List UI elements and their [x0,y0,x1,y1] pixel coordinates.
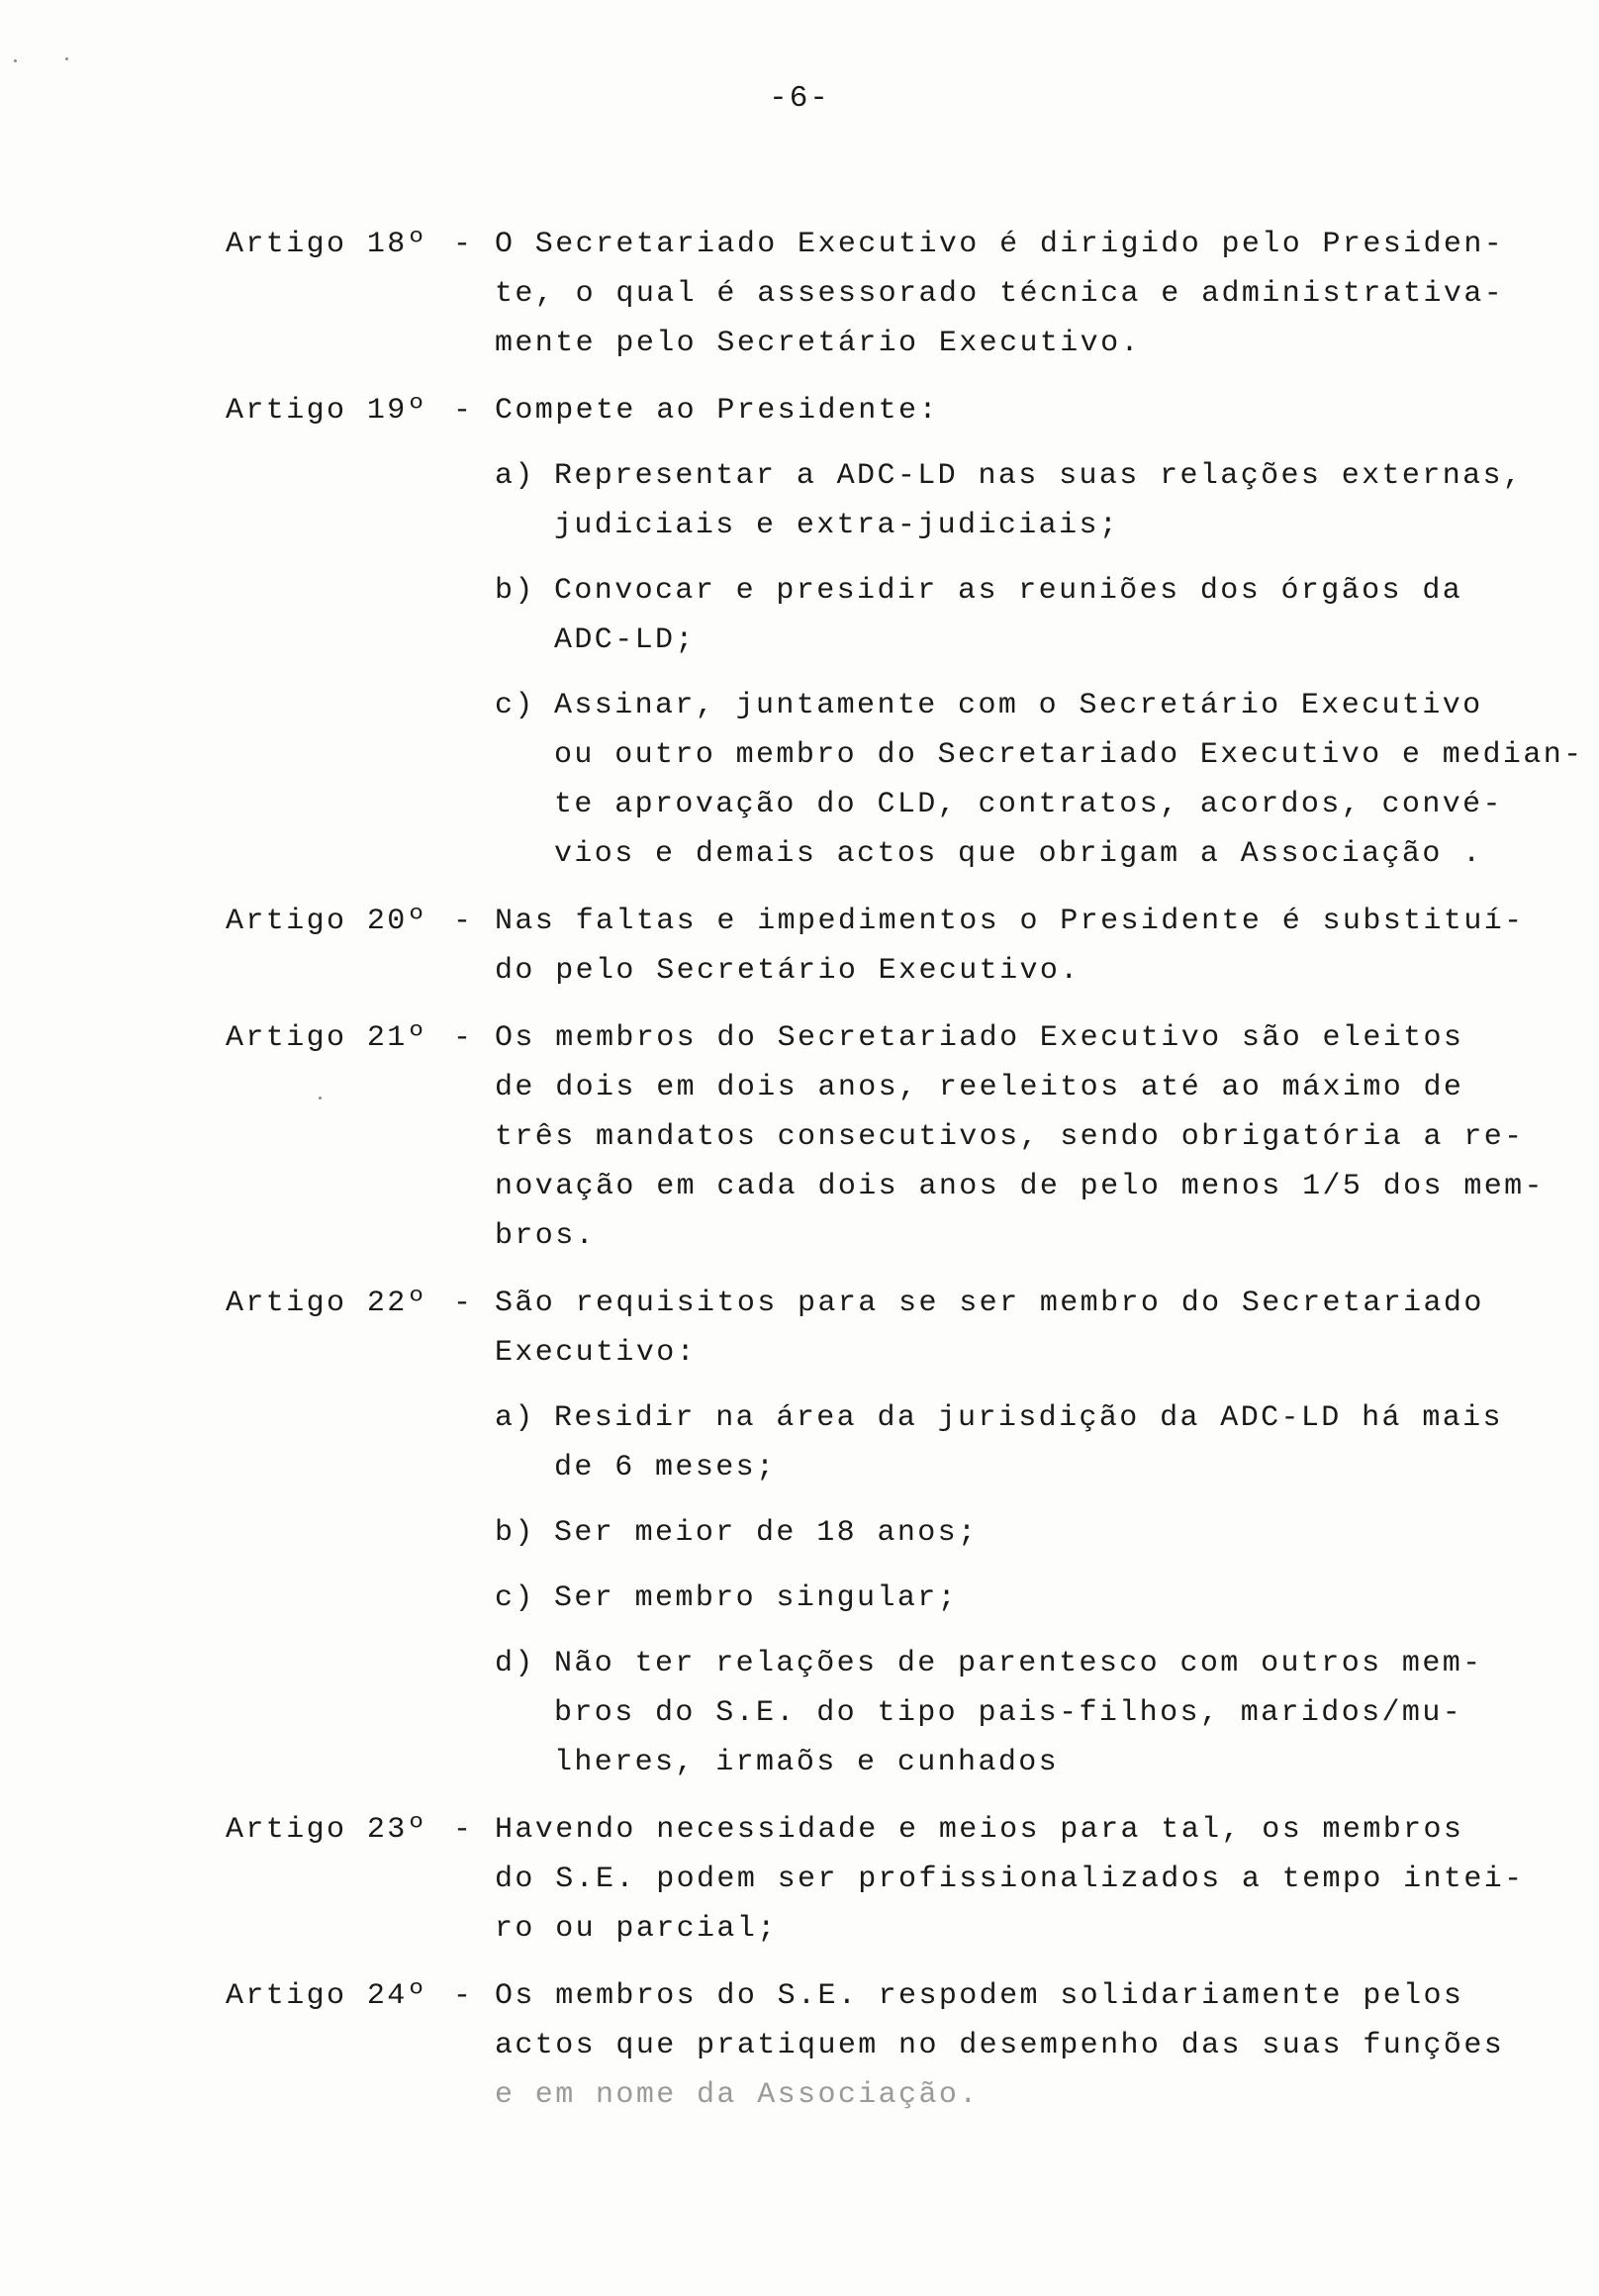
article-23 [226,1805,1571,1954]
article-label: Artigo 18º [226,228,428,261]
item-list [495,1393,1571,1787]
text-line: Convocar e presidir as reuniões dos órgãos da [554,574,1463,608]
text-line: São requisitos para se ser membro do Secretariado [495,1287,1484,1320]
text-line: vios e demais actos que obrigam a Associação . [554,837,1483,871]
scan-speck [319,1097,322,1100]
article-body [495,220,1571,368]
text-line: bros. [495,1219,597,1253]
article-body [495,1013,1571,1261]
list-item [495,1639,1571,1787]
article-label: Artigo 19º [226,394,428,428]
article-label: Artigo 20º [226,905,428,938]
list-item [495,1574,1571,1623]
text-line: bros do S.E. do tipo pais-filhos, maridos/mu- [554,1696,1463,1730]
article-label: Artigo 22º [226,1287,428,1320]
article-24 [226,1971,1571,2120]
text-line: judiciais e extra-judiciais; [554,509,1120,542]
article-body [495,1971,1571,2120]
article-20 [226,897,1571,996]
article-19 [226,386,1584,879]
text-line: três mandatos consecutivos, sendo obrigatória a re- [495,1120,1525,1154]
item-letter: a) [495,1401,535,1435]
item-letter: d) [495,1647,535,1680]
text-line: te, o qual é assessorado técnica e administrativa- [495,277,1505,311]
article-label: Artigo 23º [226,1813,428,1847]
text-line: Os membros do Secretariado Executivo são eleitos [495,1021,1464,1055]
article-dash: - [453,1287,474,1320]
text-line: Ser membro singular; [554,1581,959,1615]
text-line: do S.E. podem ser profissionalizados a tempo intei- [495,1863,1525,1896]
text-line-faded: e em nome da Associação. [495,2078,980,2112]
text-line: Havendo necessidade e meios para tal, os membros [495,1813,1464,1847]
article-body [495,1805,1571,1954]
item-letter: b) [495,574,535,608]
text-line: actos que pratiquem no desempenho das suas funções [495,2029,1505,2062]
article-dash: - [453,1979,474,2013]
article-dash: - [453,1813,474,1847]
article-body [495,1279,1571,1787]
scan-speck [14,59,17,62]
text-line: Não ter relações de parentesco com outros mem- [554,1647,1483,1680]
article-label: Artigo 21º [226,1021,428,1055]
item-letter: a) [495,459,535,493]
text-line: de 6 meses; [554,1451,777,1484]
item-letter: c) [495,689,535,722]
article-dash: - [453,228,474,261]
text-line: lheres, irmaõs e cunhados [554,1746,1060,1779]
article-body [495,386,1584,879]
list-item [495,566,1571,665]
scan-speck [65,57,68,60]
text-line: Nas faltas e impedimentos o Presidente é substituí- [495,905,1525,938]
item-letter: c) [495,1581,535,1615]
list-item [495,1508,1571,1558]
text-line: Ser meior de 18 anos; [554,1516,979,1550]
text-line: ro ou parcial; [495,1912,778,1946]
article-18 [226,220,1571,368]
item-list [495,451,1584,879]
list-item [495,451,1571,550]
page-number: -6- [769,81,830,116]
text-line: O Secretariado Executivo é dirigido pelo Presiden- [495,228,1505,261]
text-line: novação em cada dois anos de pelo menos 1/5 dos mem- [495,1170,1545,1203]
text-line: Assinar, juntamente com o Secretário Executivo [554,689,1483,722]
article-21 [226,1013,1571,1261]
statute-text [226,220,1584,2138]
article-22 [226,1279,1571,1787]
article-dash: - [453,1021,474,1055]
list-item [495,681,1584,879]
text-line: Os membros do S.E. respodem solidariamente pelos [495,1979,1464,2013]
item-letter: b) [495,1516,535,1550]
text-line: ou outro membro do Secretariado Executivo e median- [554,738,1584,772]
text-line: ADC-LD; [554,623,696,657]
text-line: Residir na área da jurisdição da ADC-LD há mais [554,1401,1503,1435]
text-line: mente pelo Secretário Executivo. [495,327,1141,360]
text-line: te aprovação do CLD, contratos, acordos, convé- [554,788,1503,821]
text-line: de dois em dois anos, reeleitos até ao máximo de [495,1071,1464,1104]
text-line: Executivo: [495,1336,698,1370]
text-line: do pelo Secretário Executivo. [495,954,1081,988]
article-label: Artigo 24º [226,1979,428,2013]
text-line: Representar a ADC-LD nas suas relações externas, [554,459,1524,493]
text-line: Compete ao Presidente: [495,394,939,428]
article-dash: - [453,394,474,428]
article-body [495,897,1571,996]
article-dash: - [453,905,474,938]
list-item [495,1393,1571,1492]
